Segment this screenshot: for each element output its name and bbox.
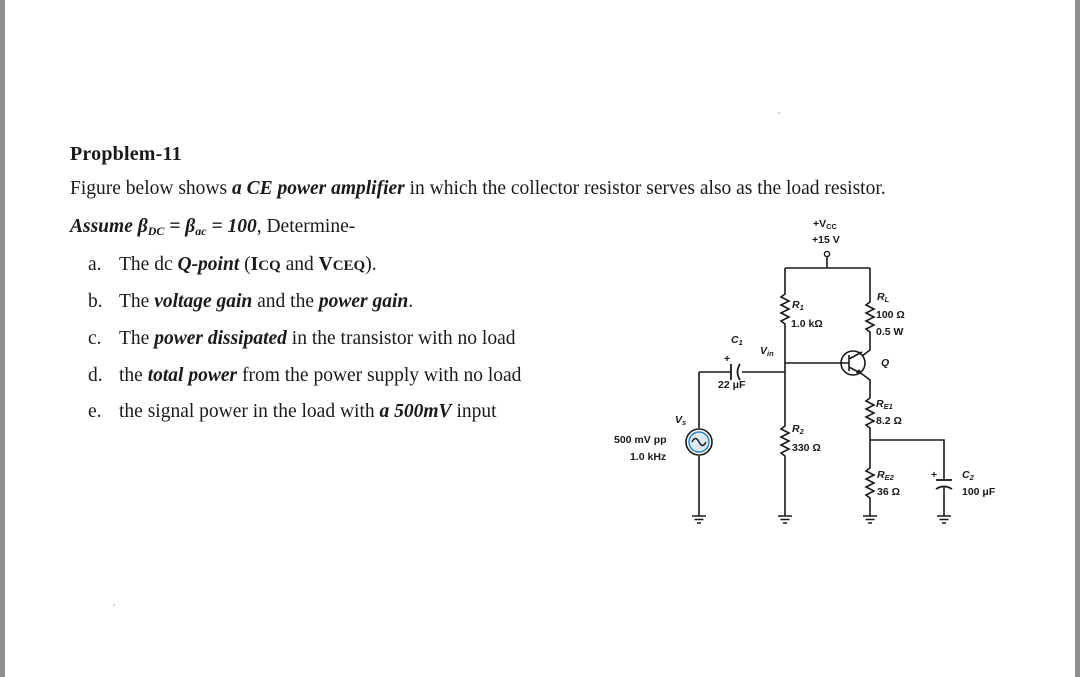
task-emphasis: CQ [258, 258, 281, 274]
task-text: input [451, 401, 497, 422]
c1-plate-curved [738, 364, 741, 380]
task-letter: c. [88, 328, 102, 349]
task-letter: e. [88, 401, 102, 422]
c2-label: C2 [962, 469, 974, 482]
rl-label: RL [877, 291, 890, 304]
c1-polarity: + [724, 353, 731, 365]
vcc-terminal [824, 251, 829, 256]
c1-value: 22 μF [718, 379, 746, 391]
task-emphasis: power gain [318, 291, 409, 312]
task-emphasis: I [250, 254, 259, 275]
assume-determine: , Determine- [256, 216, 356, 237]
task-letter: b. [88, 291, 103, 312]
statement-text: Figure below shows [70, 178, 232, 199]
rl-resistor [862, 268, 874, 356]
q-label: Q [881, 357, 890, 369]
ground-icon [692, 516, 706, 523]
r1-label: R1 [792, 299, 804, 312]
task-text: ). [365, 254, 377, 275]
assume-lead: Assume β [70, 216, 148, 237]
r2-label: R2 [792, 423, 804, 436]
re1-resistor [866, 398, 874, 440]
task-text: The [119, 328, 155, 349]
statement-emphasis: a CE power amplifier [231, 178, 405, 199]
task-letter: a. [88, 254, 102, 275]
beta-ac-subscript: ac [195, 224, 207, 238]
task-emphasis: voltage gain [154, 291, 253, 312]
vs-frequency: 1.0 kHz [630, 451, 667, 463]
task-emphasis: power dissipated [154, 328, 287, 349]
r1-resistor [781, 268, 789, 372]
task-text: The [119, 291, 155, 312]
task-text: The dc [119, 254, 178, 275]
c2-value: 100 μF [962, 486, 996, 498]
vs-amplitude: 500 mV pp [614, 434, 667, 446]
task-text: from the power supply with no load [237, 365, 522, 386]
statement-text: in which the collector resistor serves also as the load resistor. [404, 178, 886, 199]
assume-equals: = β [164, 216, 196, 237]
re2-label: RE2 [877, 469, 894, 482]
re2-resistor [866, 440, 874, 516]
r1-value: 1.0 kΩ [791, 318, 823, 330]
rl-value: 100 Ω [876, 309, 905, 321]
task-text: . [408, 291, 414, 312]
re1-label: RE1 [876, 398, 893, 411]
ground-icon [937, 516, 951, 523]
task-text: in the transistor with no load [286, 328, 516, 349]
ground-icon [778, 516, 792, 523]
beta-value: = 100 [206, 216, 257, 237]
task-text: the [119, 365, 148, 386]
task-text: the signal power in the load with [119, 401, 380, 422]
vcc-value: +15 V [812, 234, 840, 246]
vcc-label: +VCC [813, 218, 837, 231]
vin-label: Vin [760, 345, 774, 358]
task-emphasis: a 500mV [379, 401, 452, 422]
ground-icon [863, 516, 877, 523]
c2-polarity: + [931, 469, 938, 481]
problem-title: Propblem-11 [70, 143, 182, 165]
emitter-wire [862, 374, 870, 398]
c1-label: C1 [731, 334, 743, 347]
rl-power-rating: 0.5 W [876, 326, 904, 338]
beta-dc-subscript: DC [147, 224, 165, 238]
vcc-rail-wire [785, 257, 870, 268]
task-text: ( [239, 254, 251, 275]
re2-value: 36 Ω [877, 486, 901, 498]
task-emphasis: total power [147, 365, 238, 386]
vs-label: Vs [675, 414, 687, 427]
task-emphasis: V [318, 254, 333, 275]
task-text: and [280, 254, 319, 275]
task-emphasis: Q-point [177, 254, 240, 275]
r2-resistor [781, 372, 789, 516]
r2-value: 330 Ω [792, 442, 821, 454]
task-letter: d. [88, 365, 103, 386]
re1-value: 8.2 Ω [876, 415, 902, 427]
task-emphasis: CEQ [332, 258, 366, 274]
task-text: and the [252, 291, 319, 312]
